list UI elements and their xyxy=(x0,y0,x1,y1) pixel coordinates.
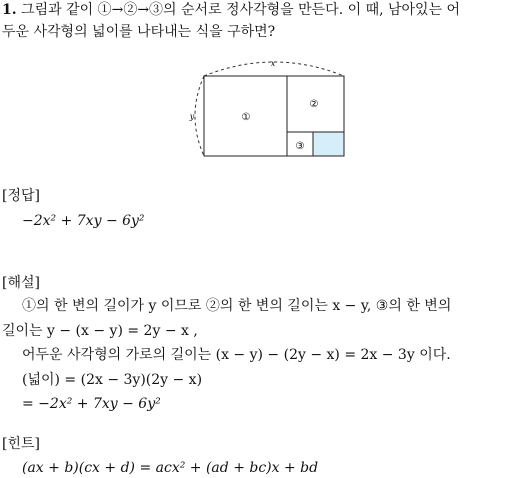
label-y: y xyxy=(189,112,195,121)
explanation-line-3: 어두운 사각형의 가로의 길이는 (x − y) − (2y − x) = 2x − 3y 이다. xyxy=(22,347,451,363)
answer-heading: [정답] xyxy=(2,188,40,204)
label-x: x xyxy=(270,59,276,68)
problem-number: 1. xyxy=(2,2,17,18)
explanation-line-4: (넓이) = (2x − 3y)(2y − x) xyxy=(22,372,203,388)
label-2: ② xyxy=(309,99,319,110)
hint-expression: (ax + b)(cx + d) = acx² + (ad + bc)x + bd xyxy=(22,460,319,476)
label-1: ① xyxy=(241,112,251,123)
label-3: ③ xyxy=(295,141,305,152)
problem-line-1 xyxy=(2,1,460,19)
problem-line-2: 두운 사각형의 넓이를 나타내는 식을 구하면? xyxy=(2,24,276,40)
hint-heading: [힌트] xyxy=(2,436,40,452)
shaded-rect xyxy=(313,132,344,156)
explanation-line-2: 길이는 y − (x − y) = 2y − x , xyxy=(2,323,198,339)
explanation-line-1: ①의 한 변의 길이가 y 이므로 ②의 한 변의 길이는 x − y, ③의 한 변의 xyxy=(22,298,452,314)
arc-y xyxy=(195,76,204,156)
problem-text-1: 그림과 같이 ①→②→③의 순서로 정사각형을 만든다. 이 때, 남아있는 어 xyxy=(21,2,461,18)
explanation-heading: [해설] xyxy=(2,275,40,291)
answer-expression: −2x² + 7xy − 6y² xyxy=(22,213,145,229)
explanation-line-5: = −2x² + 7xy − 6y² xyxy=(22,396,161,412)
square-figure xyxy=(186,56,356,166)
